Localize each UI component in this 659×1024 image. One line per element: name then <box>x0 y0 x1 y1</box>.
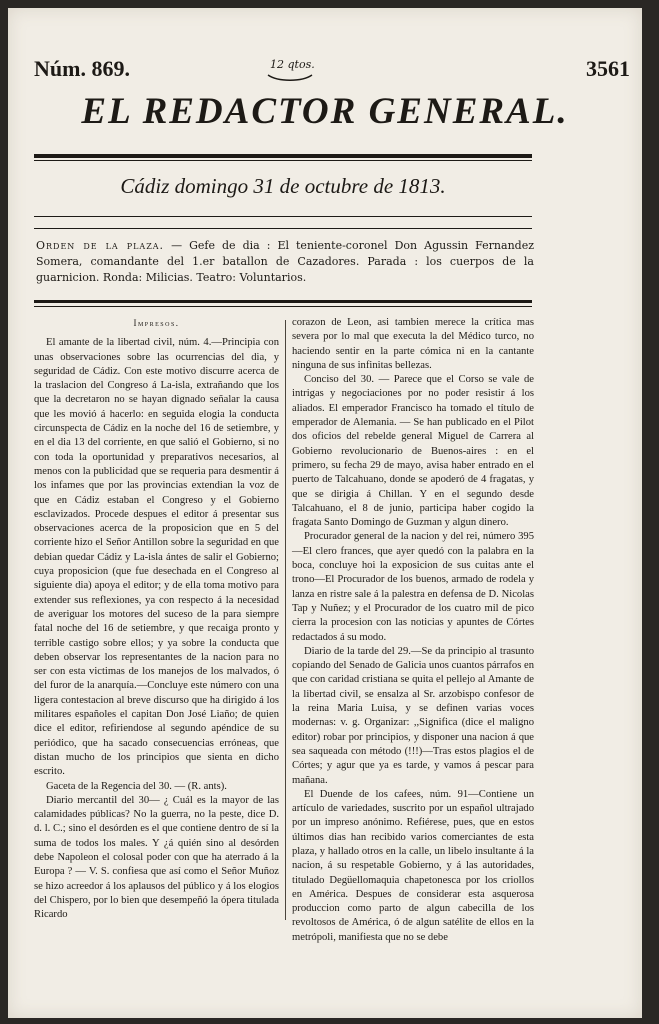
newspaper-page <box>8 8 642 1018</box>
impresos-title: Impresos. <box>133 318 180 328</box>
masthead-rule-thick <box>34 154 532 158</box>
dateline-rule-bottom <box>34 228 532 229</box>
paragraph-duende-cafees: El Duende de los cafees, núm. 91—Contiene un artículo de variedades, suscrito por un español ultrajado por un impreso anónimo. Refiérese, pues, que en estos últimos dias han recibido varios comerciantes de esta plaza, y hallado otros en la calle, un libelo insultante á la nacion, á su respetable Gobierno, y á las autoridades, titulado Degüellomaquia chapetonesca por los criollos en América. Despues de considerar esta asquerosa produccion como parto de algun cabecilla de los revoltosos de América, ó de algun satélite de ellos en la metrópoli, manifiesta que no se debe <box>292 788 534 943</box>
orden-text: — Gefe de dia : El teniente-coronel Don Agussin Fernandez Somera, comandante del 1.er batallon de Cazadores. Parada : los cuerpos de la guarnicion. Ronda: Milicias. Teatro: Voluntarios. <box>36 239 535 284</box>
paragraph-diario-mercantil: Diario mercantil del 30— ¿ Cuál es la mayor de las calamidades públicas? No la guerra, no la peste, dice D. d. l. C.; sino el desórden es el que contiene dentro de sí la suma de todos los males. Y ¿á quién sino al desórden debe Napoleon el colosal poder con que ha aterrado á la Europa ? — V. S. confiesa que así como el Señor Muñoz se hizo acreedor á los aplausos del público y á los elogios del Chispero, por lo bien que desempeñó la ópera titulada Ricardo <box>34 794 279 921</box>
column-divider <box>285 320 286 920</box>
section-rule-thick <box>34 300 532 303</box>
paragraph-conciso: Conciso del 30. — Parece que el Corso se vale de intrigas y negociaciones por no poder resistir á los aliados. El emperador Francisco ha tomado el título de emperador de Alemania. — Se han publicado en el Pilot dos oficios del rebelde general Miguel de Carrera al Gobierno revolucionario de Buenos-aires : en el primero, su fecha 29 de mayo, avisa haber entrado en el puerto de Talcahuano, donde se apoderó de 4 fragatas, y que se dirigia á Chillan. Y en el segundo desde Talcahuano, el 8 de junio, participa haber cogido la fragata Santo Domingo de Guzman y algun dinero. <box>292 374 534 529</box>
dateline: Cádiz domingo 31 de octubre de 1813. <box>120 174 446 198</box>
right-column <box>292 316 534 945</box>
dateline-rule-top <box>34 216 532 217</box>
masthead-rule-thin <box>34 160 532 161</box>
section-rule-thin <box>34 306 532 307</box>
page-number: 3561 <box>586 56 630 81</box>
paragraph-gaceta-regencia: Gaceta de la Regencia del 30. — (R. ants). <box>46 780 227 792</box>
paragraph-amante-libertad: El amante de la libertad civil, núm. 4.—Principia con unas observaciones sobre las ocurrencias del dia, y seguridad de Cádiz. Con este motivo discurre acerca de la traslacion del Congreso á La-isla, extrañando que los que la decretaron no se hayan dignado señalar la causa que les movió á hacerlo: en seguida elogia la conducta circunspecta de Cádiz en la noche del 16 de setiembre, y en el dia 13 del corriente, en que salió el Gobierno, si no con toda la oportunidad y preparativos necesarios, al menos con la publicidad que se requeria para desmentir á los infames que por las provincias extendian la voz de que en Cádiz estaban el Congreso y el Gobierno esclavizados. Procede despues el editor á presentar sus observaciones acerca de la proposicion que en 5 del corriente hizo el Señor Antillon sobre la seguridad en que debian quedar Cádiz y La-isla ántes de salir el Gobierno; cuya proposicion (que fue desechada en el Congreso al siguiente dia) apoya el editor; y de ella toma motivo para extender sus reflexiones, ya con respecto á la necesidad de averiguar los motores del suceso de la para siempre fatal noche del 16 de setiembre, y que recaiga pronto y terrible castigo sobre ellos; y ya sobre la conducta que deben observar los representantes de la nacion para no ser con esta victimas de los manejos de los malvados, ó del furor de la anarquía.—Concluye este número con una ligera contestacion al breve discurso que ha dirigido á los militares españoles el capitan Don José Liaño; de quien dice el editor, refiriendose al segundo apéndice de su periódico, que ha sacado consecuencias erróneas, que distan mucho de los principios que sienta en dicho escrito. <box>34 337 279 778</box>
paragraph-procurador-general: Procurador general de la nacion y del rei, número 395—El clero frances, que ayer quedó con la palabra en la boca, concluye hoi la exposicion de sus cuitas ante el trono—El Procurador de los buenos, armado de rodela y lanza en ristre sale á la palestra en defensa de D. Nicolas Tap y Nuñez; y el Procurador de los cuatro mil de pico cierra la procesion con las noticias y apuntes de Córtes redactados á su modo. <box>292 531 534 643</box>
orden-de-la-plaza <box>36 238 534 286</box>
masthead-title: EL REDACTOR GENERAL. <box>81 91 569 132</box>
orden-label: Orden de la plaza. <box>36 239 165 252</box>
price-note: 12 qtos. <box>270 58 315 71</box>
issue-number: Núm. 869. <box>34 56 130 81</box>
left-column <box>34 316 279 922</box>
paragraph-corazon-leon: corazon de Leon, asi tambien merece la crítica mas severa por lo mal que executa la del Médico turco, no haciendo sentir en la parte cómica ni en la cantante ninguna de sus infinitas bellezas. <box>292 317 534 371</box>
ornament-swash-icon <box>266 72 314 82</box>
paragraph-diario-tarde: Diario de la tarde del 29.—Se da principio al trasunto copiando del Senado de Galicia unos cuantos párrafos en que con caridad cristiana se quita el pellejo al Amante de la libertad civil, se ensalza al Sr. arzobispo confesor de la reina Maria Luisa, y se definen varias voces modernas: v. g. Organizar: ,,Significa (dice el maligno editor) robar por principios, y disponer una nacion á que sea saqueada con método (!!!)—Tras estos plagios el de Córtes; y agur que ya es tarde, y vamos á pescar para mañana. <box>292 645 534 786</box>
